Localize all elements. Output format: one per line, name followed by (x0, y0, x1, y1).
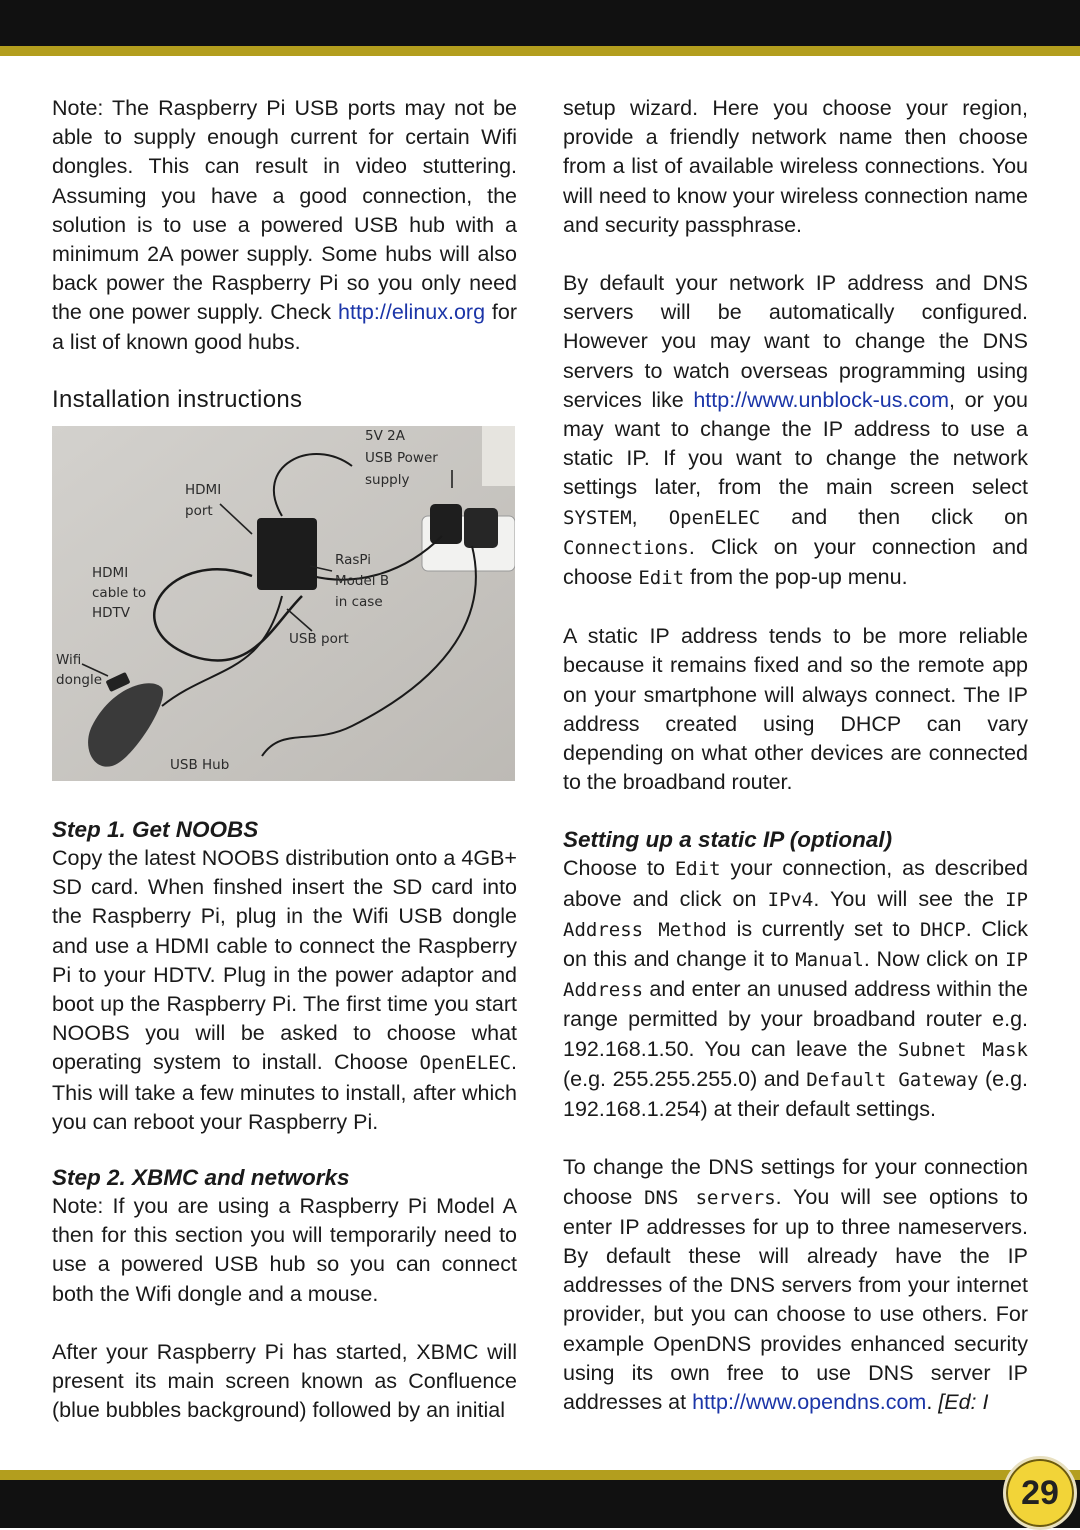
note-text: Note: The Raspberry Pi USB ports may not be able to supply enough current for certain Wifi dongles. This can result in video stuttering. Assuming you have a good connection, the solution is to use a powered USB hub with a minimum 2A power supply. Some hubs will also back power the Raspberry Pi so you only need the one power supply. Check (52, 96, 517, 325)
section-heading: Installation instructions (52, 385, 303, 413)
installation-photo (52, 426, 515, 781)
code-dhcp: DHCP (919, 918, 966, 941)
label-hdmi-port-2: port (185, 503, 213, 520)
code-ip-address: IP Address (563, 949, 1028, 1002)
code-subnet-mask: Subnet Mask (897, 1038, 1028, 1061)
static-text-b: your connection, as described above and click on (563, 856, 1028, 911)
code-ip-address-method: IP Address Method (563, 888, 1028, 941)
network-text-e: . Click on your connection and choose (563, 534, 1028, 590)
network-text-a: By default your network IP address and DNS servers will be automatically configured. However you may want to change the DNS servers to watch overseas programming using services like (563, 271, 1028, 412)
label-wifi-2: dongle (56, 672, 103, 689)
step2-heading: Step 2. XBMC and networks (52, 1165, 350, 1191)
step1-text: Copy the latest NOOBS distribution onto a 4GB+ SD card. When finshed insert the SD card into the Raspberry Pi, plug in the Wifi USB dongle and use a HDMI cable to connect the Raspberry Pi to your HDTV. Plug in the power adaptor and boot up the Raspberry Pi. The first time you start NOOBS you will be asked to choose what operating system to install. Choose (52, 846, 517, 1075)
code-manual: Manual (795, 949, 864, 972)
header-bar (0, 0, 1080, 46)
code-edit-2: Edit (674, 858, 721, 881)
editor-note: [Ed: I (938, 1389, 989, 1414)
step1-paragraph (52, 844, 517, 1137)
power-plug-1 (430, 504, 462, 544)
label-usb-hub: USB Hub (170, 757, 230, 774)
right-column (563, 94, 1028, 1417)
label-power-1: 5V 2A (365, 428, 405, 445)
dns-paragraph (563, 1153, 1028, 1417)
label-raspi-1: RasPi (335, 552, 371, 569)
power-plug-2 (464, 508, 498, 548)
note-text-end: for a list of known good hubs. (52, 300, 517, 354)
label-wifi-1: Wifi (56, 652, 82, 669)
static-ip-heading: Setting up a static IP (optional) (563, 827, 893, 853)
step1-heading: Step 1. Get NOOBS (52, 817, 259, 843)
opendns-link[interactable]: http://www.opendns.com (692, 1389, 927, 1414)
step1-text-end: . This will take a few minutes to install, after which you can reboot your Raspberry Pi. (52, 1050, 517, 1134)
dns-text-a: To change the DNS settings for your connection choose (563, 1155, 1028, 1209)
static-text-a: Choose to (563, 856, 675, 881)
wall-corner (482, 426, 515, 486)
label-power-3: supply (365, 472, 410, 489)
network-text-f: from the pop-up menu. (684, 565, 908, 590)
dns-text-c: . (926, 1389, 939, 1414)
left-column (52, 94, 517, 1425)
static-text-i: (e.g. 192.168.1.254) at their default settings. (563, 1066, 1029, 1122)
static-text-h: (e.g. 255.255.255.0) and (563, 1066, 807, 1091)
code-edit: Edit (638, 567, 685, 590)
static-text-g: and enter an unused address within the range permitted by your broadband router e.g. 192.168.1.50. You can leave the (563, 977, 1028, 1061)
code-ipv4: IPv4 (767, 888, 814, 911)
static-text-c: . You will see the (813, 886, 1006, 911)
label-power-2: USB Power (365, 450, 438, 467)
network-paragraph (563, 269, 1028, 593)
label-raspi-3: in case (335, 594, 383, 611)
network-text-d: and then click on (760, 504, 1028, 529)
static-ip-paragraph: A static IP address tends to be more reliable because it remains fixed and so the remote app on your smartphone will always connect. The IP address created using DHCP can vary depending on what other devices are connected to the broadband router. (563, 624, 1028, 795)
elinux-link[interactable]: http://elinux.org (338, 300, 486, 325)
static-text-f: . Now click on (863, 947, 1006, 972)
code-openelec: OpenELEC (668, 506, 761, 529)
label-raspi-2: Model B (335, 573, 390, 590)
page-number: 29 (1003, 1456, 1077, 1530)
code-system: SYSTEM (563, 506, 632, 529)
code-connections: Connections (563, 536, 689, 559)
raspi-case (257, 518, 317, 590)
header-stripe (0, 46, 1080, 56)
step2-paragraph: After your Raspberry Pi has started, XBMC will present its main screen known as Confluence (blue bubbles background) followed by an initial (52, 1339, 517, 1423)
label-hdmi-cable-1: HDMI (92, 565, 129, 582)
label-hdmi-cable-3: HDTV (92, 605, 131, 622)
footer-bar (0, 1480, 1080, 1528)
step1-code-openelec: OpenELEC (419, 1052, 512, 1075)
static-text-d: is currently set to (726, 916, 920, 941)
network-text-b: , or you may want to change the IP address to use a static IP. If you want to change the network settings later, from the main screen select (563, 387, 1029, 500)
label-hdmi-port-1: HDMI (185, 482, 222, 499)
code-dns-servers: DNS servers (644, 1186, 776, 1209)
code-default-gateway: Default Gateway (806, 1068, 979, 1091)
label-usb-port: USB port (289, 631, 349, 648)
static-text-e: . Click on this and change it to (563, 916, 1028, 972)
unblock-us-link[interactable]: http://www.unblock-us.com (693, 387, 950, 412)
label-hdmi-cable-2: cable to (92, 585, 147, 602)
footer-stripe (0, 1470, 1080, 1480)
static-ip-steps (563, 854, 1028, 1124)
step2-note: Note: If you are using a Raspberry Pi Model A then for this section you will temporarily need to use a powered USB hub so you can connect both the Wifi dongle and a mouse. (52, 1194, 517, 1306)
dns-text-b: . You will see options to enter IP addresses for up to three nameservers. By default these will already have the IP addresses of the DNS servers from your internet provider, but you can choose to use others. For example OpenDNS provides enhanced security using its own free to use DNS server IP addresses at (563, 1184, 1028, 1414)
wizard-paragraph: setup wizard. Here you choose your region, provide a friendly network name then choose from a list of available wireless connections. You will need to know your wireless connection name and security passphrase. (563, 96, 1028, 237)
network-text-c: , (631, 504, 669, 529)
note-paragraph (52, 94, 517, 357)
